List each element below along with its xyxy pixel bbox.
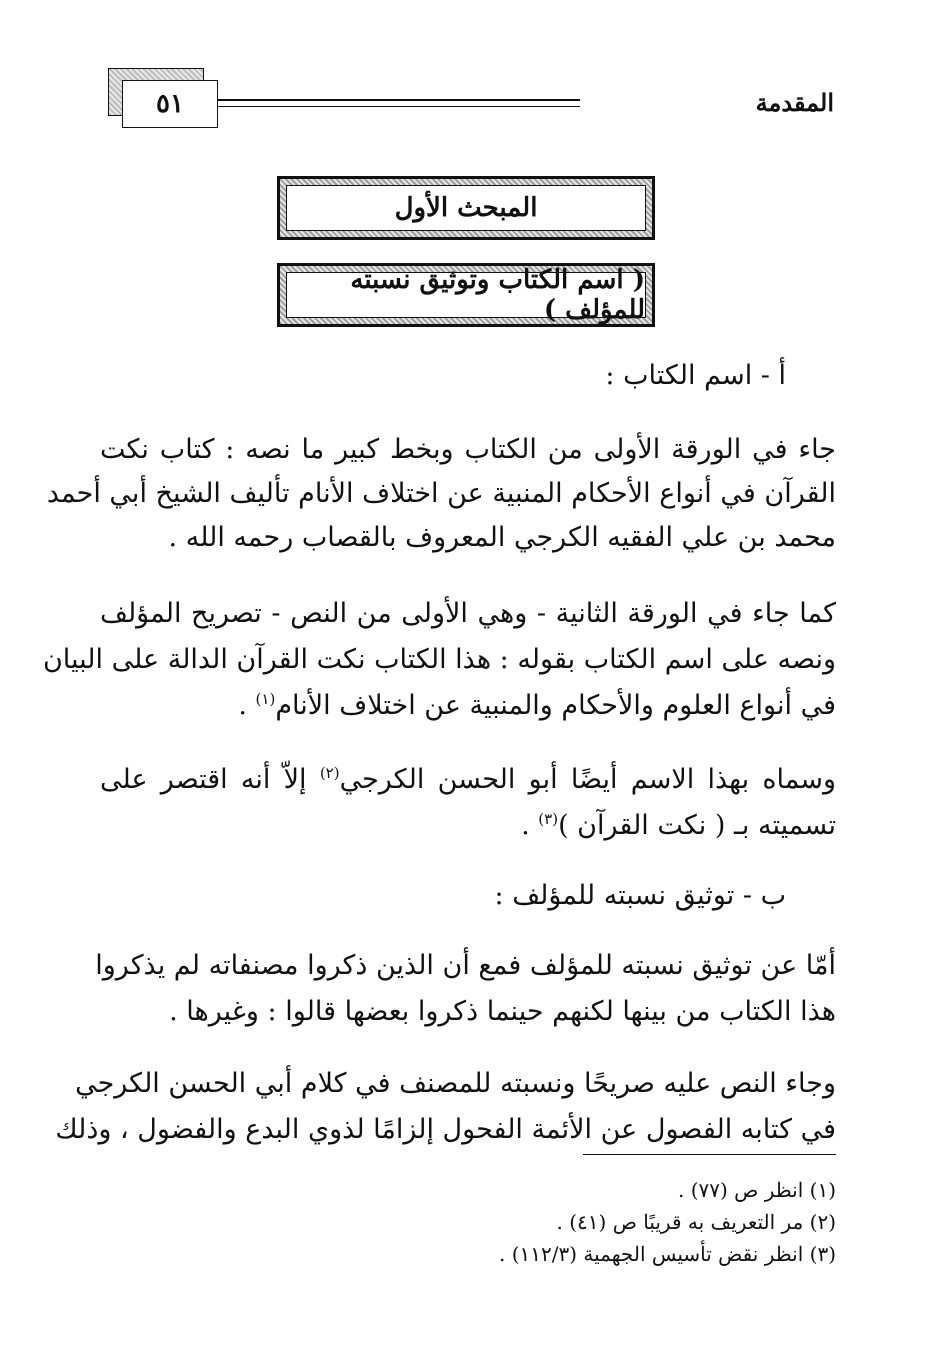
paragraph-2-line-1: كما جاء في الورقة الثانية - وهي الأولى من النص - تصريح المؤلف [100, 598, 836, 629]
paragraph-2-line-3-end: . [238, 690, 256, 721]
subsection-heading: ( اسم الكتاب وتوثيق نسبته للمؤلف ) [286, 272, 646, 318]
paragraph-4-line-2: هذا الكتاب من بينها لكنهم حينما ذكروا بعضها قالوا : وغيرها . [169, 996, 836, 1027]
paragraph-1-line-1: جاء في الورقة الأولى من الكتاب وبخط كبير ما نصه : كتاب نكت [100, 434, 836, 465]
paragraph-3-line-1-a: وسماه بهذا الاسم أيضًا أبو الحسن الكرجي [339, 764, 836, 795]
page-number: ٥١ [122, 80, 218, 128]
footnote-1: (١) انظر ص (٧٧) . [678, 1178, 836, 1202]
footnote-separator [583, 1154, 836, 1155]
paragraph-5-line-1: وجاء النص عليه صريحًا ونسبته للمصنف في كلام أبي الحسن الكرجي [75, 1068, 836, 1099]
paragraph-3-line-2-b: . [521, 810, 539, 841]
subheading-a: أ - اسم الكتاب : [605, 360, 786, 391]
paragraph-3-line-1 [100, 760, 836, 800]
running-header-title: المقدمة [755, 88, 834, 117]
section-heading-box [277, 176, 655, 240]
paragraph-3-line-2-a: تسميته بـ ( نكت القرآن ) [558, 810, 836, 841]
subsection-heading-box [277, 263, 655, 327]
paragraph-5-line-2: في كتابه الفصول عن الأئمة الفحول إلزامًا لذوي البدع والفضول ، وذلك [55, 1114, 836, 1145]
footnote-ref-1: (١) [255, 690, 276, 708]
paragraph-2-line-3 [100, 686, 836, 726]
paragraph-3-line-1-b: إلاّ أنه اقتصر على [100, 764, 320, 795]
footnote-ref-3: (٣) [538, 810, 559, 828]
paragraph-1-line-2: القرآن في أنواع الأحكام المنبية عن اختلاف الأنام تأليف الشيخ أبي أحمد [46, 478, 836, 509]
paragraph-2-line-2: ونصه على اسم الكتاب بقوله : هذا الكتاب نكت القرآن الدالة على البيان [42, 644, 836, 675]
section-heading: المبحث الأول [286, 185, 646, 231]
page-number-frame [108, 68, 218, 130]
header-rule [218, 99, 580, 107]
paragraph-4-line-1: أمّا عن توثيق نسبته للمؤلف فمع أن الذين ذكروا مصنفاته لم يذكروا [95, 950, 836, 981]
footnote-3: (٣) انظر نقض تأسيس الجهمية (١١٢/٣) . [498, 1242, 836, 1266]
paragraph-3-line-2 [100, 806, 836, 846]
paragraph-1-line-3: محمد بن علي الفقيه الكرجي المعروف بالقصاب رحمه الله . [168, 522, 836, 553]
footnote-2: (٢) مر التعريف به قريبًا ص (٤١) . [556, 1210, 836, 1234]
subheading-b: ب - توثيق نسبته للمؤلف : [494, 880, 786, 911]
paragraph-2-line-3-text: في أنواع العلوم والأحكام والمنبية عن اختلاف الأنام [275, 690, 836, 721]
footnote-ref-2: (٢) [319, 764, 340, 782]
